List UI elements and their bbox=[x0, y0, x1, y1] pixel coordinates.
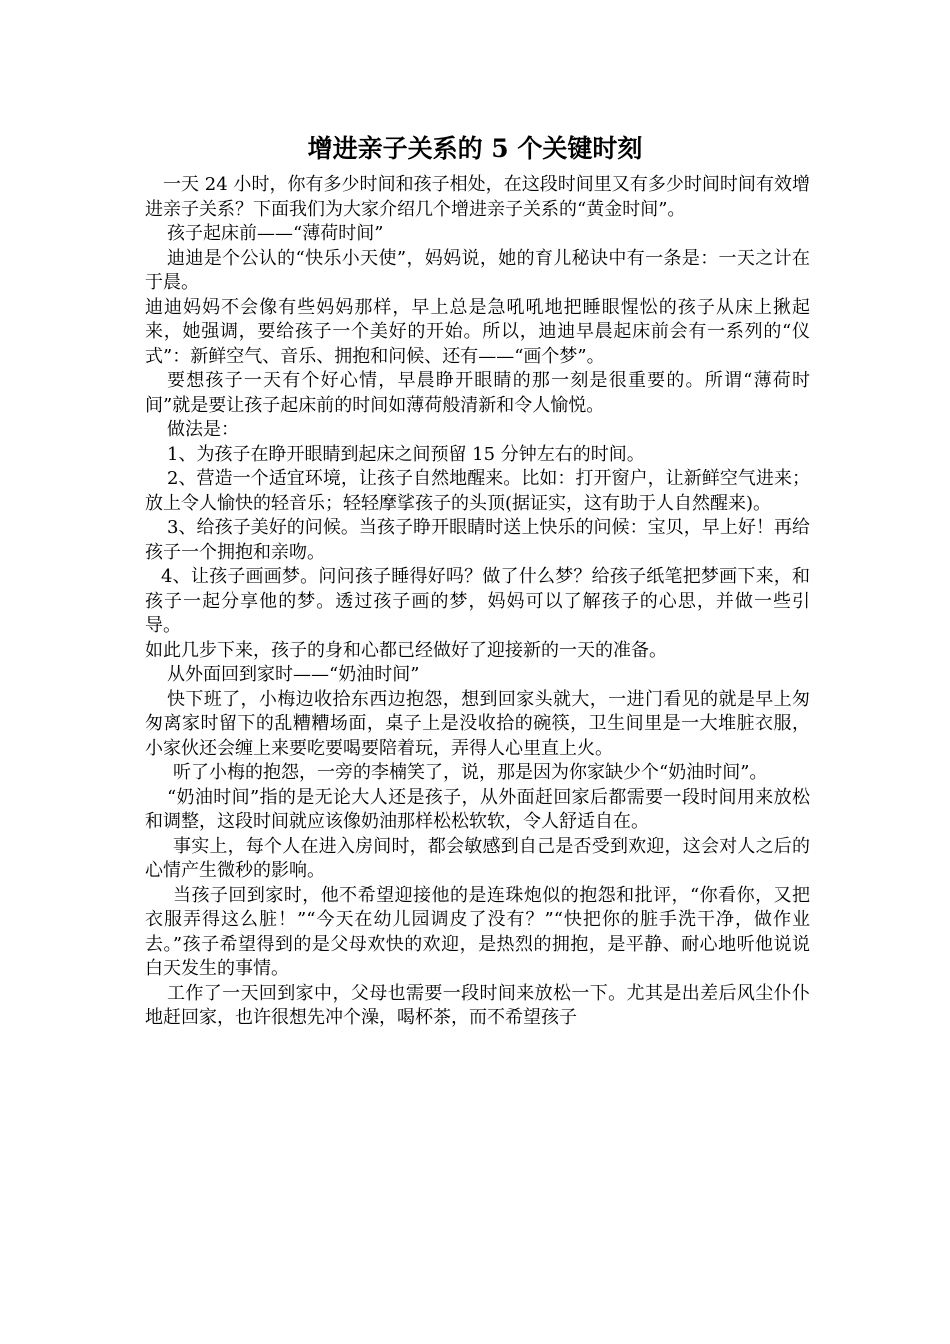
document-title: 增进亲子关系的 5 个关键时刻 bbox=[307, 134, 643, 163]
intro-paragraph: 一天 24 小时，你有多少时间和孩子相处，在这段时间里又有多少时间时间有效增进亲子关系？下面我们为大家介绍几个增进亲子关系的“黄金时间”。 bbox=[145, 174, 810, 220]
body-paragraph: 做法是： bbox=[167, 419, 239, 440]
body-paragraph: 如此几步下来，孩子的身和心都已经做好了迎接新的一天的准备。 bbox=[145, 639, 667, 661]
body-paragraph: 听了小梅的抱怨，一旁的李楠笑了，说，那是因为你家缺少个“奶油时间”。 bbox=[173, 762, 768, 783]
body-paragraph: 事实上，每个人在进入房间时，都会敏感到自己是否受到欢迎，这会对人之后的心情产生微秒的影响。 bbox=[145, 835, 810, 881]
section-heading-mint-time: 孩子起床前——“薄荷时间” bbox=[167, 223, 384, 244]
section-heading-cream-time: 从外面回到家时——“奶油时间” bbox=[167, 664, 420, 685]
list-item: 2、营造一个适宜环境，让孩子自然地醒来。比如：打开窗户，让新鲜空气进来；放上令人愉快的轻音乐；轻轻摩挲孩子的头顶(据证实，这有助于人自然醒来)。 bbox=[145, 468, 810, 514]
body-paragraph: 快下班了，小梅边收拾东西边抱怨，想到回家头就大，一进门看见的就是早上匆匆离家时留下的乱糟糟场面，桌子上是没收拾的碗筷，卫生间里是一大堆脏衣服，小家伙还会缠上来要吃要喝要陪着玩，弄得人心里直上火。 bbox=[145, 688, 810, 759]
document-body bbox=[145, 173, 810, 1031]
list-item: 1、为孩子在睁开眼睛到起床之间预留 15 分钟左右的时间。 bbox=[167, 443, 645, 465]
body-paragraph: 迪迪妈妈不会像有些妈妈那样，早上总是急吼吼地把睡眼惺忪的孩子从床上揪起来，她强调，要给孩子一个美好的开始。所以，迪迪早晨起床前会有一系列的“仪式”：新鲜空气、音乐、拥抱和问候、还有——“画个梦”。 bbox=[145, 296, 810, 367]
body-paragraph: 工作了一天回到家中，父母也需要一段时间来放松一下。尤其是出差后风尘仆仆地赶回家，也许很想先冲个澡，喝杯茶，而不希望孩子 bbox=[145, 982, 810, 1028]
list-item: 3、给孩子美好的问候。当孩子睁开眼睛时送上快乐的问候：宝贝，早上好！再给孩子一个拥抱和亲吻。 bbox=[145, 517, 810, 563]
list-item: 4、让孩子画画梦。问问孩子睡得好吗？做了什么梦？给孩子纸笔把梦画下来，和孩子一起分享他的梦。透过孩子画的梦，妈妈可以了解孩子的心思，并做一些引导。 bbox=[145, 566, 810, 636]
body-paragraph: “奶油时间”指的是无论大人还是孩子，从外面赶回家后都需要一段时间用来放松和调整，这段时间就应该像奶油那样松松软软，令人舒适自在。 bbox=[145, 786, 810, 832]
body-paragraph: 要想孩子一天有个好心情，早晨睁开眼睛的那一刻是很重要的。所谓“薄荷时间”就是要让孩子起床前的时间如薄荷般清新和令人愉悦。 bbox=[145, 370, 810, 416]
body-paragraph: 迪迪是个公认的“快乐小天使”，妈妈说，她的育儿秘诀中有一条是：一天之计在于晨。 bbox=[145, 247, 810, 293]
body-paragraph: 当孩子回到家时，他不希望迎接他的是连珠炮似的抱怨和批评，“你看你，又把衣服弄得这么脏！”“今天在幼儿园调皮了没有？”“快把你的脏手洗干净，做作业去。”孩子希望得到的是父母欢快的欢迎，是热烈的拥抱，是平静、耐心地听他说说白天发生的事情。 bbox=[145, 884, 810, 979]
